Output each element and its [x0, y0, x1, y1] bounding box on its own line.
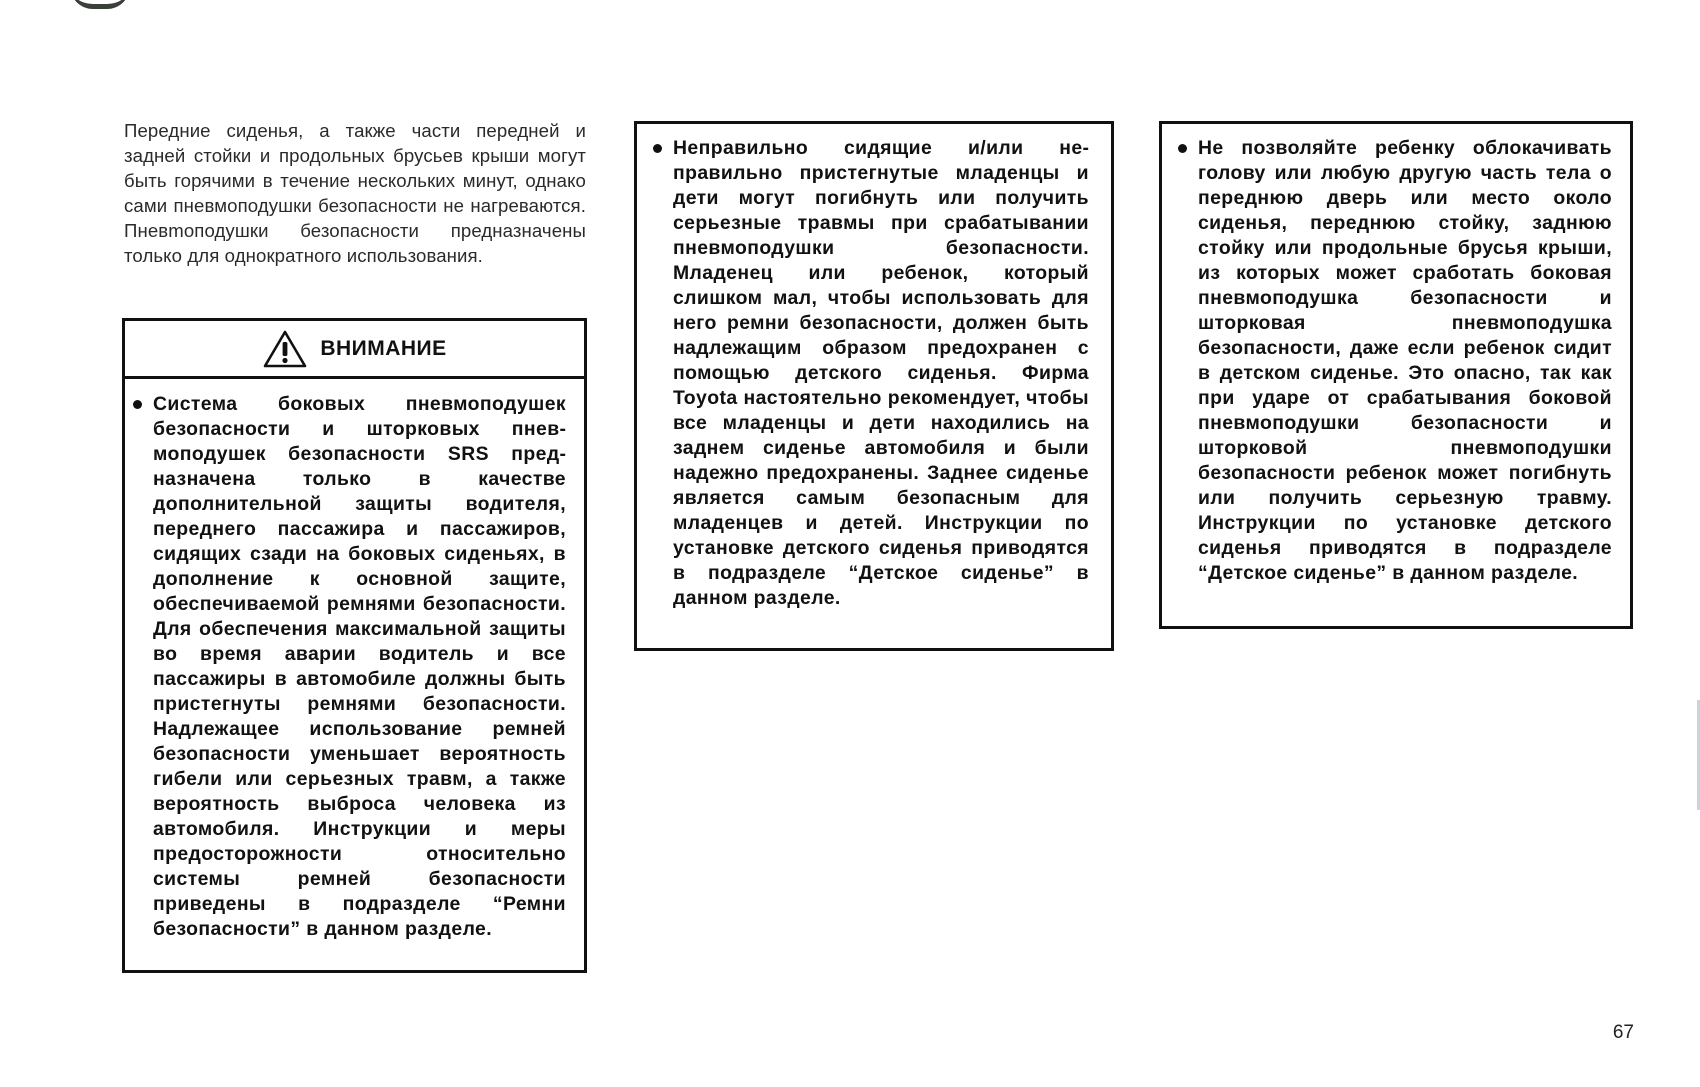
child-seating-warning-box [634, 121, 1114, 651]
child-leaning-warning-box [1159, 121, 1633, 629]
child-leaning-bullet [1178, 136, 1612, 586]
caution-title: ВНИМАНИЕ [320, 336, 447, 360]
child-seating-text: Неправильно сидящие и/или неправильно пристегнутые младенцы и дети могут погибнуть или получить серьезные травмы при срабатывании пневмоподушки безопасности. Младенец или ребенок, который слишком мал, чтобы использовать для него ремни безопасности, должен быть надлежащим образом предохранен с помощью детского сиденья. Фирма Toyota настоятельно рекомендует, чтобы все младенцы и дети находились на заднем сиденье автомобиля и были надежно предохранены. Заднее сиденье является самым безопасным для младенцев и детей. Инструкции по установке детского сиденья приводятся в подразделе “Детское сиденье” в данном разделе. [673, 137, 1089, 609]
warning-triangle-icon [262, 329, 308, 369]
page-number: 67 [1612, 1022, 1634, 1043]
bullet-icon [1178, 144, 1187, 153]
child-seating-bullet [653, 136, 1089, 611]
caution-text: Система боковых пневмоподушек безопасности и шторковых пневмоподушек безопасности SRS предназначена только в качестве дополнительной защиты водителя, переднего пассажира и пассажиров, сидящих сзади на боковых сиденьях, в дополнение к основной защите, обеспечиваемой ремнями безопасности. Для обеспечения максимальной защиты во время аварии водитель и все пассажиры в автомобиле должны быть пристегнуты ремнями безопасности. Надлежащее использование ремней безопасности уменьшает вероятность гибели или серьезных травм, а также вероятность выброса человека из автомобиля. Инструкции и меры предосторожности относительно системы ремней безопасности приведены в подразделе “Ремни безопасности” в данном разделе. [153, 393, 566, 940]
bullet-icon [133, 400, 142, 409]
scan-corner-mark [70, 0, 130, 9]
bullet-icon [653, 144, 662, 153]
caution-box [122, 318, 587, 973]
caution-bullet [133, 392, 566, 942]
caution-box-header [125, 321, 584, 379]
intro-paragraph: Передние сиденья, а также части передней и задней стойки и продольных брусьев крыши могут быть горячими в течение нескольких минут, однако сами пневмоподушки безопасности не нагреваются. Пневmоподушки безопасности предназначены только для однократного использования. [124, 120, 586, 266]
child-leaning-text: Не позволяйте ребенку облокачивать голову или любую другую часть тела о переднюю дверь или место около сиденья, переднюю стойку, заднюю стойку или продольные брусья крыши, из которых может сработать боковая пневмоподушка безопасности и шторковая пневмоподушка безопасности, даже если ребенок сидит в детском сиденье. Это опасно, так как при ударе от срабатывания боковой пневмоподушки безопасности и шторковой пневмоподушки безопасности ребенок может погибнуть или получить серьезную травму. Инструкции по установке детского сиденья приводятся в подразделе “Детское сиденье” в данном разделе. [1198, 137, 1612, 584]
